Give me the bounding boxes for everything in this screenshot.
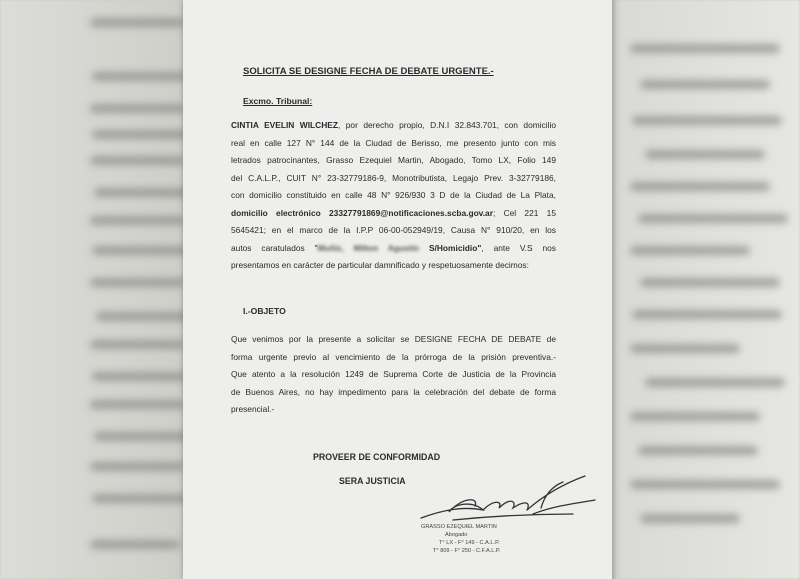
- page-edge-shadow: [612, 0, 618, 579]
- object-paragraph: [231, 331, 556, 419]
- document-page: [183, 0, 615, 579]
- blurred-text-line: [90, 278, 185, 287]
- intro-line: CINTIA EVELIN WILCHEZ, por derecho propio, D.N.I 32.843.701, con domicilio: [231, 120, 556, 130]
- blurred-text-line: [638, 214, 788, 223]
- stamp-line-1: T° LX - F° 149 - C.A.L.P.: [439, 540, 500, 546]
- blurred-text-line: [94, 188, 189, 197]
- blurred-text-line: [630, 44, 780, 53]
- blurred-text-line: [90, 400, 185, 409]
- background-left-blurred: [0, 0, 182, 579]
- object-line: presencial.-: [231, 404, 275, 414]
- blurred-text-line: [630, 246, 750, 255]
- intro-line: real en calle 127 N° 144 de la Ciudad de Berisso, me presento junto con mis: [231, 137, 556, 148]
- intro-line: letrados patrocinantes, Grasso Ezequiel Martin, Abogado, Tomo LX, Folio 149: [231, 155, 556, 165]
- blurred-text-line: [632, 310, 782, 319]
- stamp-role: Abogado: [445, 532, 468, 538]
- blurred-text-line: [640, 80, 770, 89]
- intro-paragraph: [231, 117, 556, 275]
- stamp-line-2: T° 809 - F° 250 - C.F.A.L.P.: [433, 548, 501, 554]
- blurred-text-line: [645, 378, 785, 387]
- blurred-text-line: [90, 104, 185, 113]
- closing-sera-justicia: SERA JUSTICIA: [339, 476, 406, 486]
- section-heading-objeto: I.-OBJETO: [243, 306, 286, 316]
- intro-line: 5645421; en el marco de la I.P.P 06-00-052949/19, Causa N° 910/20, en los: [231, 225, 556, 235]
- intro-line: domicilio electrónico 23327791869@notificaciones.scba.gov.ar; Cel 221 15: [231, 207, 556, 218]
- blurred-text-line: [96, 312, 191, 321]
- blurred-text-line: [632, 116, 782, 125]
- blurred-text-line: [92, 130, 187, 139]
- salutation: Excmo. Tribunal:: [243, 96, 313, 106]
- intro-line: con domicilio constituido en calle 48 N° 926/930 3 D de la Ciudad de La Plata,: [231, 190, 556, 200]
- object-line: Que atento a la resolución 1249 de Suprema Corte de Justicia de la Provincia: [231, 369, 556, 379]
- blurred-text-line: [92, 246, 187, 255]
- blurred-text-line: [630, 182, 770, 191]
- blurred-text-line: [90, 462, 185, 471]
- intro-line: del C.A.L.P., CUIT N° 23-32779186-9, Monotributista, Legajo Prev. 3-32779186,: [231, 172, 556, 183]
- document-title: SOLICITA SE DESIGNE FECHA DE DEBATE URGENTE.-: [243, 66, 494, 77]
- stamp-name: GRASSO EZEQUIEL MARTIN: [421, 524, 497, 530]
- blurred-text-line: [640, 514, 740, 523]
- blurred-text-line: [90, 156, 185, 165]
- object-line: forma urgente previo al vencimiento de la prórroga de la prisión preventiva.-: [231, 351, 556, 362]
- blurred-text-line: [90, 18, 185, 27]
- object-line: Que venimos por la presente a solicitar se DESIGNE FECHA DE DEBATE de: [231, 334, 556, 344]
- intro-line: autos caratulados "Muñiz, Milton Agustín S/Homicidio", ante V.S nos: [231, 242, 556, 253]
- blurred-text-line: [90, 216, 185, 225]
- blurred-text-line: [640, 278, 780, 287]
- blurred-text-line: [638, 446, 758, 455]
- blurred-text-line: [90, 540, 180, 549]
- closing-proveer: PROVEER DE CONFORMIDAD: [313, 452, 441, 462]
- blurred-text-line: [630, 412, 760, 421]
- blurred-text-line: [92, 72, 187, 81]
- blurred-text-line: [90, 340, 185, 349]
- blurred-text-line: [630, 344, 740, 353]
- intro-line: presentamos en carácter de particular damnificado y respetuosamente decimos:: [231, 260, 529, 270]
- blurred-text-line: [92, 372, 187, 381]
- handwritten-signature: [413, 470, 603, 530]
- blurred-text-line: [92, 494, 187, 503]
- blurred-text-line: [630, 480, 780, 489]
- blurred-text-line: [645, 150, 765, 159]
- object-line: de Buenos Aires, no hay impedimento para la celebración del debate de forma: [231, 386, 556, 397]
- blurred-text-line: [94, 432, 189, 441]
